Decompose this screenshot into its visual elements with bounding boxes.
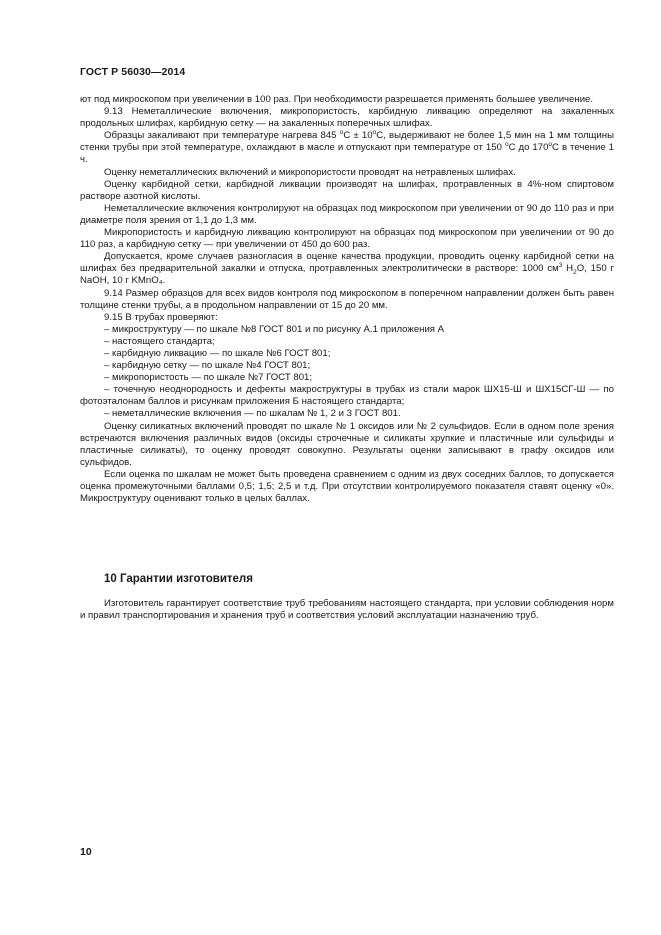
text-run: H: [562, 263, 574, 275]
list-item: – микроструктуру — по шкале №8 ГОСТ 801 и по рисунку А.1 приложения А: [104, 323, 445, 335]
paragraph: Оценку неметаллических включений и микропористости проводят на нетравленых шлифах.: [104, 166, 516, 178]
text-run: C в течение 1 ч.: [80, 142, 615, 166]
paragraph-9-15: 9.15 В трубах проверяют:: [104, 311, 218, 323]
paragraph: Микропористость и карбидную ликвацию контролируют на образцах под микроскопом при увеличении от 90 до 110 раз, а карбидную сетку — при увеличении от 450 до 600 раз.: [80, 227, 614, 251]
document-header: ГОСТ Р 56030—2014: [80, 66, 186, 78]
paragraph-etching: [80, 251, 614, 287]
main-text: [80, 94, 614, 505]
list-item: – карбидную ликвацию — по шкале №6 ГОСТ 801;: [104, 347, 331, 359]
section-body: [80, 598, 614, 623]
list-item: – настоящего стандарта;: [104, 335, 215, 347]
paragraph: Оценку силикатных включений проводят по шкале № 1 оксидов или № 2 сульфидов. Если в одном поле зрения встречаются включения различных видов (оксиды строчечные и силикаты хрупкие и пластичные или сульфиды и пластичные силикаты), то оценку проводят совокупно. Результаты оценки записывают в графу оксидов или сульфидов.: [80, 420, 614, 468]
paragraph: Неметаллические включения контролируют на образцах под микроскопом при увеличении от 90 до 110 раз и при диаметре поля зрения от 1,1 до 1,3 мм.: [80, 202, 614, 226]
text-run: C, выдерживают не более 1,5 мин на 1 мм толщины стенки трубы при этой температуре, охлаждают в масле и отпускают при температуре от 150: [80, 130, 614, 154]
paragraph-9-14: 9.14 Размер образцов для всех видов контроля под микроскопом в поперечном направлении должен быть равен толщине стенки трубы, а в продольном направлении от 15 до 20 мм.: [80, 287, 614, 311]
list-item: – микропористость — по шкале №7 ГОСТ 801;: [104, 372, 313, 384]
paragraph-quenching: [80, 130, 614, 166]
page-number: 10: [80, 846, 92, 858]
degree-mark: o: [548, 141, 553, 149]
paragraph: Оценку карбидной сетки, карбидной ликвации производят на шлифах, протравленных в 4%-ном спиртовом растворе азотной кислоты.: [80, 178, 614, 202]
list-item: – точечную неоднородность и дефекты макроструктуры в трубах из стали марок ШХ15-Ш и ШХ15СГ-Ш — по фотоэталонам баллов и рисункам приложения Б настоящего стандарта;: [80, 384, 614, 408]
list-item: – карбидную сетку — по шкале №4 ГОСТ 801;: [104, 360, 311, 372]
degree-mark: o: [504, 141, 509, 149]
section-title: 10 Гарантии изготовителя: [104, 573, 253, 585]
text-run: Образцы закаливают при температуре нагрева 845: [104, 130, 340, 142]
subscript: 2: [573, 269, 577, 277]
paragraph: Если оценка по шкалам не может быть проведена сравнением с одним из двух соседних баллов, то допускается оценка промежуточными баллами 0,5; 1,5; 2,5 и т.д. При отсутствии контролируемого показателя ставят оценку «0». Микроструктуру оценивают только в целых баллах.: [80, 468, 614, 505]
text-run: Допускается, кроме случаев разногласия в оценке качества продукции, проводить оценку карбидной сетки на шлифах без предварительной закалки и отпуска, протравленных электролитически в растворе: 1000 см: [80, 251, 614, 275]
superscript: 3: [558, 262, 563, 270]
paragraph: ют под микроскопом при увеличении в 100 раз. При необходимости разрешается применять большее увеличение.: [80, 94, 594, 105]
list-item: – неметаллические включения — по шкалам № 1, 2 и 3 ГОСТ 801.: [104, 408, 401, 420]
text-run: C ± 10: [343, 130, 373, 142]
text-run: C до 170: [508, 142, 549, 154]
degree-mark: o: [339, 129, 344, 137]
paragraph-9-13: 9.13 Неметаллические включения, микропористость, карбидную ликвацию определяют на закаленных продольных шлифах, карбидную сетку — на закаленных поперечных шлифах.: [80, 106, 614, 130]
paragraph: Изготовитель гарантирует соответствие труб требованиям настоящего стандарта, при условии соблюдения норм и правил транспортирования и хранения труб и соответствия условий эксплуатации назначению труб.: [80, 598, 614, 622]
degree-mark: o: [372, 129, 377, 137]
text-run: O, 150 г NaOH, 10 г KMnO₄.: [80, 263, 614, 287]
